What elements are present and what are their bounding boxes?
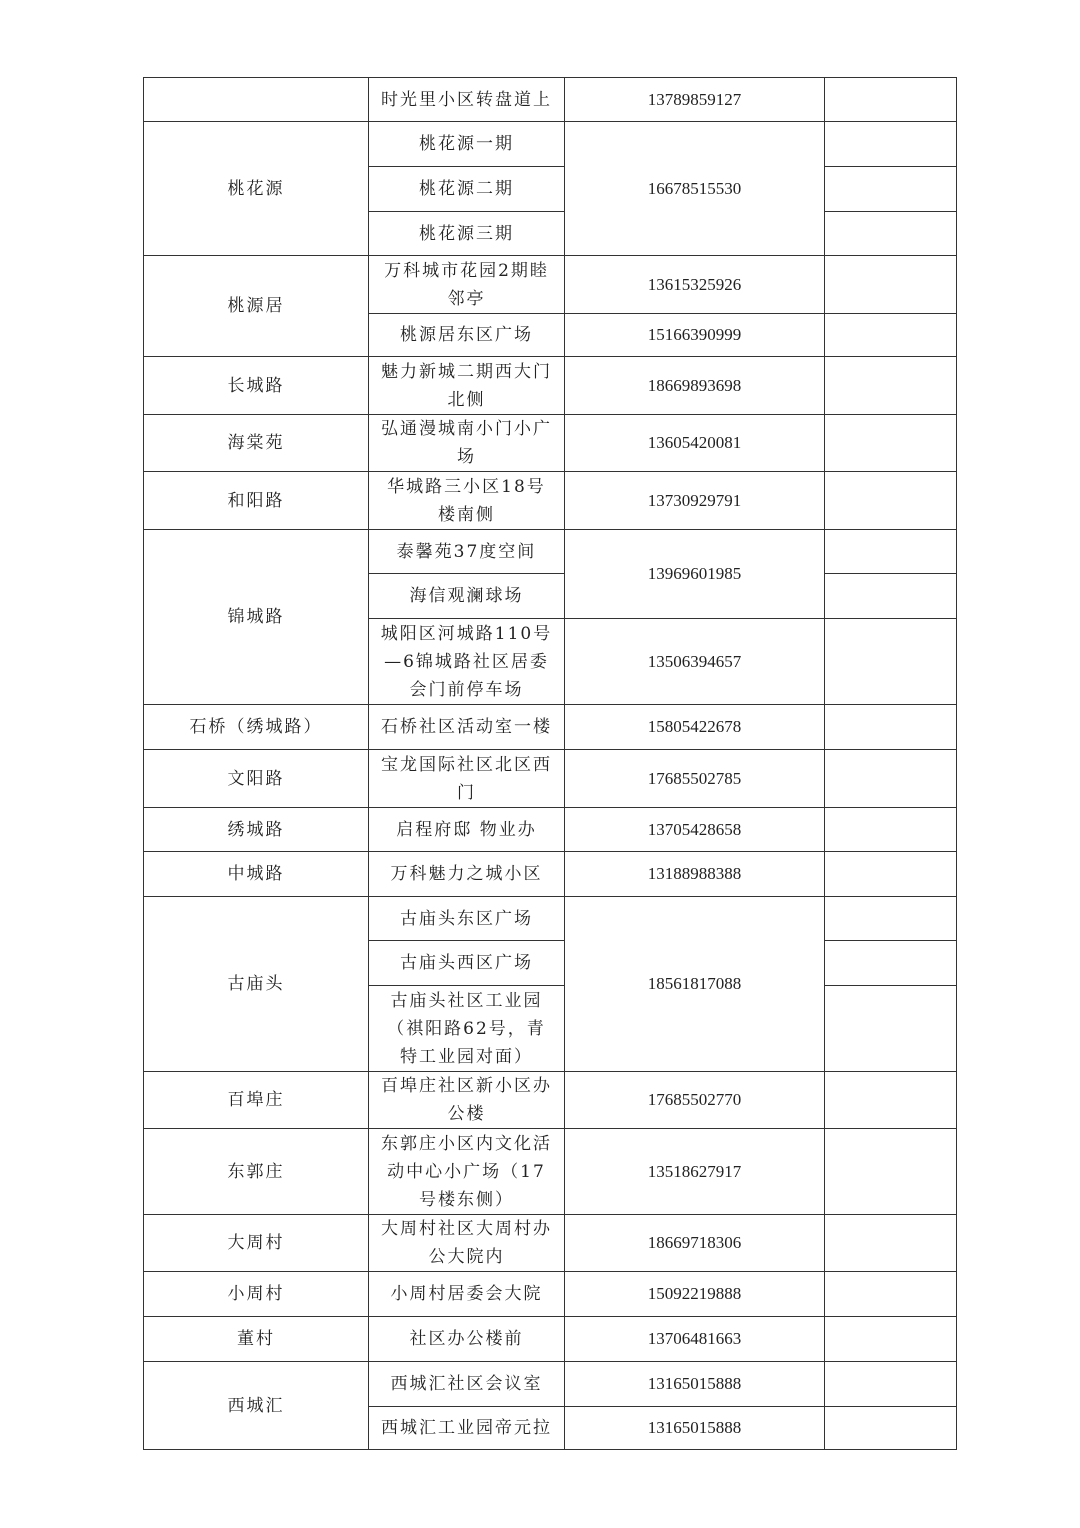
- blank-cell: [825, 1272, 957, 1317]
- location-cell: 桃花源三期: [369, 212, 565, 256]
- location-cell: 石桥社区活动室一楼: [369, 705, 565, 750]
- phone-cell: 13706481663: [565, 1317, 825, 1362]
- location-cell: 华城路三小区18号楼南侧: [369, 472, 565, 530]
- community-cell: 古庙头: [144, 897, 369, 1072]
- community-cell: 中城路: [144, 852, 369, 897]
- community-cell: 桃源居: [144, 256, 369, 357]
- blank-cell: [825, 808, 957, 852]
- blank-cell: [825, 314, 957, 357]
- table-row: [144, 415, 957, 472]
- blank-cell: [825, 852, 957, 897]
- location-cell: 城阳区河城路110号—6锦城路社区居委会门前停车场: [369, 619, 565, 705]
- location-cell: 泰馨苑37度空间: [369, 530, 565, 574]
- phone-cell: 15805422678: [565, 705, 825, 750]
- community-cell: 西城汇: [144, 1362, 369, 1450]
- blank-cell: [825, 167, 957, 212]
- location-cell: 启程府邸 物业办: [369, 808, 565, 852]
- location-cell: 古庙头社区工业园（祺阳路62号，青特工业园对面）: [369, 986, 565, 1072]
- phone-cell: 13969601985: [565, 530, 825, 619]
- phone-cell: 13188988388: [565, 852, 825, 897]
- community-cell: 海棠苑: [144, 415, 369, 472]
- location-cell: 弘通漫城南小门小广场: [369, 415, 565, 472]
- location-cell: 桃源居东区广场: [369, 314, 565, 357]
- table-row: [144, 705, 957, 750]
- phone-cell: 16678515530: [565, 122, 825, 256]
- blank-cell: [825, 1129, 957, 1215]
- community-cell: 长城路: [144, 357, 369, 415]
- phone-cell: 13615325926: [565, 256, 825, 314]
- community-cell: [144, 78, 369, 122]
- table-row: [144, 1072, 957, 1129]
- location-cell: 万科城市花园2期睦邻亭: [369, 256, 565, 314]
- table-row: [144, 1362, 957, 1407]
- blank-cell: [825, 1362, 957, 1407]
- phone-cell: 17685502785: [565, 750, 825, 808]
- phone-cell: 13789859127: [565, 78, 825, 122]
- table-row: [144, 357, 957, 415]
- blank-cell: [825, 256, 957, 314]
- blank-cell: [825, 986, 957, 1072]
- phone-cell: 13730929791: [565, 472, 825, 530]
- location-cell: 西城汇工业园帝元拉: [369, 1407, 565, 1450]
- location-cell: 时光里小区转盘道上: [369, 78, 565, 122]
- location-cell: 东郭庄小区内文化活动中心小广场（17号楼东侧）: [369, 1129, 565, 1215]
- blank-cell: [825, 415, 957, 472]
- community-cell: 和阳路: [144, 472, 369, 530]
- blank-cell: [825, 1072, 957, 1129]
- blank-cell: [825, 472, 957, 530]
- community-cell: 董村: [144, 1317, 369, 1362]
- phone-cell: 13605420081: [565, 415, 825, 472]
- blank-cell: [825, 1407, 957, 1450]
- location-cell: 桃花源一期: [369, 122, 565, 167]
- location-cell: 古庙头西区广场: [369, 941, 565, 986]
- community-cell: 锦城路: [144, 530, 369, 705]
- blank-cell: [825, 750, 957, 808]
- phone-cell: 15166390999: [565, 314, 825, 357]
- blank-cell: [825, 897, 957, 941]
- community-cell: 百埠庄: [144, 1072, 369, 1129]
- location-cell: 古庙头东区广场: [369, 897, 565, 941]
- phone-cell: 15092219888: [565, 1272, 825, 1317]
- blank-cell: [825, 941, 957, 986]
- location-cell: 宝龙国际社区北区西门: [369, 750, 565, 808]
- location-cell: 万科魅力之城小区: [369, 852, 565, 897]
- location-cell: 小周村居委会大院: [369, 1272, 565, 1317]
- table-row: [144, 256, 957, 314]
- blank-cell: [825, 1317, 957, 1362]
- table-row: [144, 1215, 957, 1272]
- table-row: [144, 122, 957, 167]
- blank-cell: [825, 530, 957, 574]
- table-row: [144, 852, 957, 897]
- blank-cell: [825, 122, 957, 167]
- phone-cell: 18669718306: [565, 1215, 825, 1272]
- location-cell: 西城汇社区会议室: [369, 1362, 565, 1407]
- community-cell: 东郭庄: [144, 1129, 369, 1215]
- location-cell: 大周村社区大周村办公大院内: [369, 1215, 565, 1272]
- phone-cell: 13518627917: [565, 1129, 825, 1215]
- blank-cell: [825, 574, 957, 619]
- table-row: [144, 78, 957, 122]
- location-cell: 桃花源二期: [369, 167, 565, 212]
- community-cell: 大周村: [144, 1215, 369, 1272]
- blank-cell: [825, 78, 957, 122]
- table-row: [144, 1272, 957, 1317]
- location-cell: 魅力新城二期西大门北侧: [369, 357, 565, 415]
- blank-cell: [825, 357, 957, 415]
- blank-cell: [825, 705, 957, 750]
- location-cell: 社区办公楼前: [369, 1317, 565, 1362]
- location-cell: 海信观澜球场: [369, 574, 565, 619]
- phone-cell: 18561817088: [565, 897, 825, 1072]
- community-cell: 绣城路: [144, 808, 369, 852]
- phone-cell: 17685502770: [565, 1072, 825, 1129]
- community-cell: 文阳路: [144, 750, 369, 808]
- blank-cell: [825, 619, 957, 705]
- phone-cell: 13705428658: [565, 808, 825, 852]
- table-row: [144, 897, 957, 941]
- table-row: [144, 530, 957, 574]
- site-table: [143, 77, 957, 1450]
- table-row: [144, 1317, 957, 1362]
- table-row: [144, 808, 957, 852]
- phone-cell: 13165015888: [565, 1407, 825, 1450]
- blank-cell: [825, 1215, 957, 1272]
- phone-cell: 13165015888: [565, 1362, 825, 1407]
- community-cell: 桃花源: [144, 122, 369, 256]
- community-cell: 石桥（绣城路）: [144, 705, 369, 750]
- table-row: [144, 750, 957, 808]
- community-cell: 小周村: [144, 1272, 369, 1317]
- table-row: [144, 1129, 957, 1215]
- blank-cell: [825, 212, 957, 256]
- table-body: [144, 78, 957, 1450]
- phone-cell: 13506394657: [565, 619, 825, 705]
- phone-cell: 18669893698: [565, 357, 825, 415]
- location-cell: 百埠庄社区新小区办公楼: [369, 1072, 565, 1129]
- table-row: [144, 472, 957, 530]
